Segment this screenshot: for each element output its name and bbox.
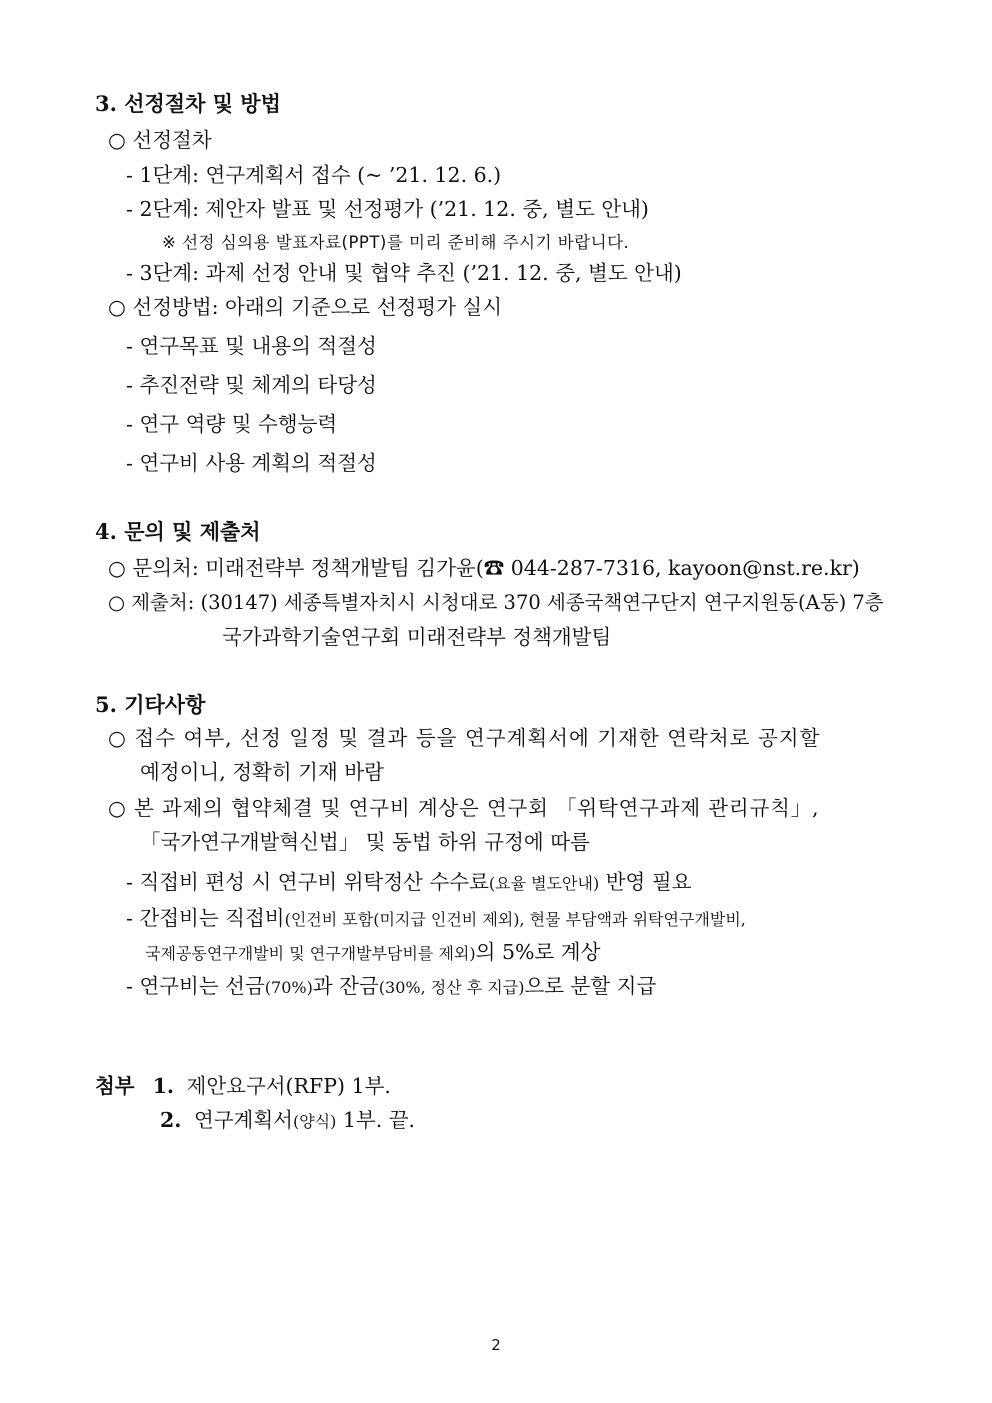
- agreement-line-2: 「국가연구개발혁신법」 및 동법 하위 규정에 따름: [140, 830, 590, 854]
- step-3: - 3단계: 과제 선정 안내 및 협약 추진 (’21. 12. 중, 별도 안내): [126, 261, 682, 285]
- step-2: - 2단계: 제안자 발표 및 선정평가 (’21. 12. 중, 별도 안내): [126, 197, 649, 221]
- criterion-4: - 연구비 사용 계획의 적절성: [126, 451, 377, 475]
- section-5-title: 5. 기타사항: [95, 692, 206, 717]
- direct-cost-note: - 직접비 편성 시 연구비 위탁정산 수수료(요율 별도안내) 반영 필요: [126, 870, 692, 894]
- submission-office: 국가과학기술연구회 미래전략부 정책개발팀: [222, 625, 612, 649]
- section-4-title: 4. 문의 및 제출처: [95, 519, 261, 544]
- selection-method: ○ 선정방법: 아래의 기준으로 선정평가 실시: [108, 295, 503, 319]
- ppt-note: ※ 선정 심의용 발표자료(PPT)를 미리 준비해 주시기 바랍니다.: [162, 233, 630, 252]
- criterion-2: - 추진전략 및 체계의 타당성: [126, 373, 377, 397]
- page-number: 2: [491, 1336, 501, 1354]
- submission-address: ○ 제출처: (30147) 세종특별자치시 시청대로 370 세종국책연구단지 연구지원동(A동) 7층: [108, 591, 884, 614]
- indirect-cost-line-1: - 간접비는 직접비(인건비 포함(미지급 인건비 제외), 현물 부담액과 위탁연구개발비,: [126, 906, 746, 930]
- attachment-1: 첨부 1. 제안요구서(RFP) 1부.: [95, 1074, 391, 1098]
- criterion-3: - 연구 역량 및 수행능력: [126, 412, 338, 436]
- notice-line-1: ○ 접수 여부, 선정 일정 및 결과 등을 연구계획서에 기재한 연락처로 공지할: [108, 726, 821, 750]
- indirect-cost-line-2: 국제공동연구개발비 및 연구개발부담비를 제외)의 5%로 계상: [145, 940, 601, 964]
- criterion-1: - 연구목표 및 내용의 적절성: [126, 334, 377, 358]
- contact-info: ○ 문의처: 미래전략부 정책개발팀 김가윤(☎ 044-287-7316, kayoon@nst.re.kr): [108, 556, 860, 580]
- payment-note: - 연구비는 선금(70%)과 잔금(30%, 정산 후 지급)으로 분할 지급: [126, 974, 657, 998]
- selection-procedure-heading: ○ 선정절차: [108, 128, 212, 152]
- section-3-title: 3. 선정절차 및 방법: [95, 91, 281, 116]
- notice-line-2: 예정이니, 정확히 기재 바람: [140, 760, 384, 784]
- agreement-line-1: ○ 본 과제의 협약체결 및 연구비 계상은 연구회 「위탁연구과제 관리규칙」,: [108, 796, 820, 820]
- attachment-2: 2. 연구계획서(양식) 1부. 끝.: [160, 1108, 416, 1132]
- step-1: - 1단계: 연구계획서 접수 (~ ’21. 12. 6.): [126, 163, 502, 187]
